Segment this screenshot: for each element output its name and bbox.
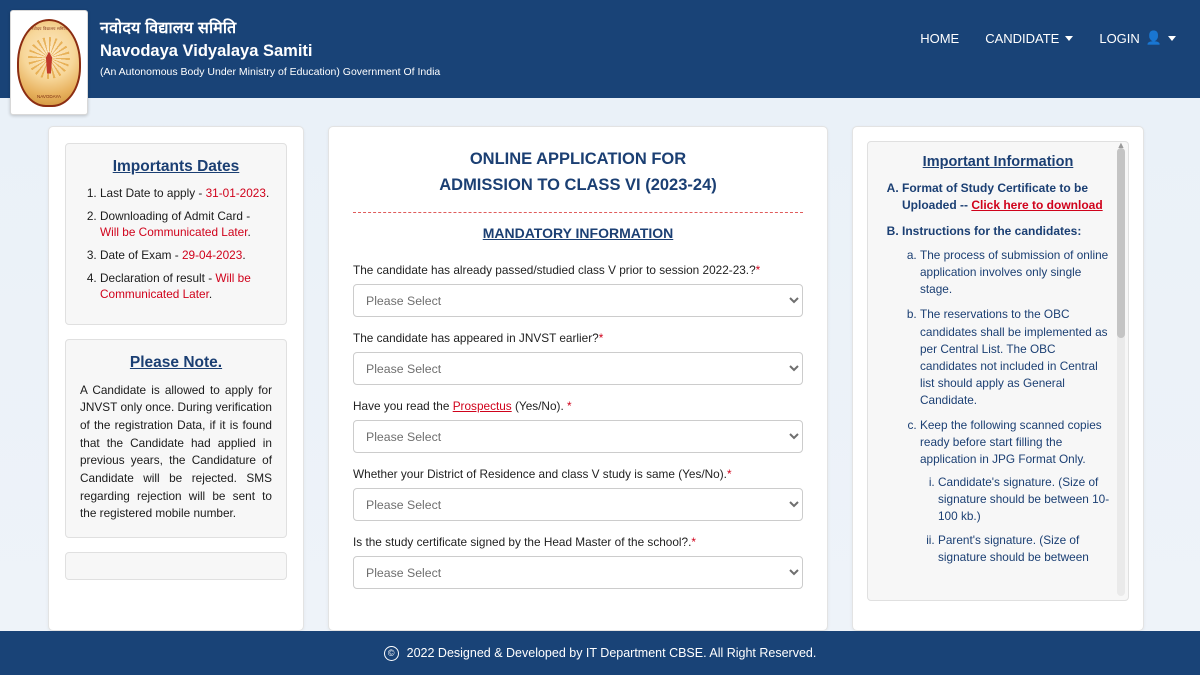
select-district-same[interactable] <box>353 488 803 521</box>
chevron-down-icon <box>1065 36 1073 41</box>
date-item-2 <box>100 209 272 241</box>
info-scrollbar-thumb[interactable] <box>1117 148 1125 338</box>
header-title-block <box>100 20 440 77</box>
label-text-district-same: Whether your District of Residence and class V study is same (Yes/No). <box>353 467 727 482</box>
please-note-panel <box>65 339 287 539</box>
important-information-title: Important Information <box>922 154 1074 170</box>
date-label-3: Date of Exam - <box>100 247 182 262</box>
user-icon: 👤 <box>1145 30 1162 45</box>
date-tail-3: . <box>242 247 246 262</box>
label-study-certificate-signed <box>353 535 803 549</box>
date-value-3: 29-04-2023 <box>181 247 243 262</box>
date-item-4 <box>100 271 272 303</box>
select-study-certificate-signed[interactable] <box>353 556 803 589</box>
info-item-a <box>902 180 1114 215</box>
nvs-emblem-icon <box>17 19 81 107</box>
nav-candidate-label: CANDIDATE <box>985 30 1060 46</box>
date-value-4: Will be Communicated Later <box>100 270 251 301</box>
nvs-logo <box>10 10 88 115</box>
site-footer <box>0 631 1200 675</box>
important-information-list <box>882 180 1114 566</box>
field-district-same <box>353 467 803 521</box>
emblem-bottom-text: NAVODAYA <box>36 93 61 99</box>
right-sidebar <box>852 126 1144 631</box>
important-dates-list <box>80 186 272 303</box>
chevron-down-icon-login <box>1168 36 1176 41</box>
mandatory-information-heading: MANDATORY INFORMATION <box>482 225 674 242</box>
form-title-line1: ONLINE APPLICATION FOR <box>469 150 687 168</box>
date-tail-2: . <box>247 224 251 239</box>
important-information-panel <box>867 141 1129 601</box>
site-header <box>0 0 1200 98</box>
field-passed-class-v <box>353 263 803 317</box>
required-star-3: * <box>567 399 572 414</box>
info-item-a-text: Format of Study Certificate to be Uploaded -- <box>902 181 1089 213</box>
copyright-icon: © <box>384 646 399 661</box>
required-star-1: * <box>755 263 761 278</box>
date-label-2: Downloading of Admit Card - <box>100 208 251 223</box>
label-read-prospectus <box>353 399 803 413</box>
main-nav <box>920 30 1176 46</box>
label-passed-class-v <box>353 263 803 277</box>
required-star-5: * <box>691 535 696 550</box>
please-note-title: Please Note. <box>129 353 223 371</box>
study-certificate-download-link[interactable]: Click here to download <box>971 198 1103 213</box>
footer-text: 2022 Designed & Developed by IT Department CBSE. All Right Reserved. <box>406 646 817 660</box>
page-body <box>0 98 1200 631</box>
date-tail-1: . <box>265 186 270 200</box>
date-item-3 <box>100 248 272 264</box>
nav-item-login[interactable] <box>1099 30 1176 46</box>
nav-home-label: HOME <box>920 30 960 46</box>
info-sub-list <box>902 247 1114 566</box>
title-divider <box>353 212 803 213</box>
info-item-b <box>902 223 1114 566</box>
site-title-hindi: नवोदय विद्यालय समिति <box>100 20 237 38</box>
label-text-appeared-jnvst: The candidate has appeared in JNVST earlier? <box>353 331 599 346</box>
date-label-1: Last Date to apply - <box>100 186 206 200</box>
date-tail-4: . <box>208 286 213 301</box>
label-text-study-certificate: Is the study certificate signed by the Head Master of the school?. <box>353 535 692 550</box>
date-value-2: Will be Communicated Later <box>100 224 248 239</box>
label-appeared-jnvst <box>353 331 803 345</box>
date-label-4: Declaration of result - <box>100 270 216 285</box>
nav-login-label: LOGIN <box>1099 30 1140 46</box>
form-title-line2: ADMISSION TO CLASS VI (2023-24) <box>439 175 717 194</box>
site-subtitle: (An Autonomous Body Under Ministry of Education) Government Of India <box>100 65 441 78</box>
please-note-text: A Candidate is allowed to apply for JNVST only once. During verification of the registration Data, if it is found that the Candidate had applied in previous years, the Candidature of Candidate will be rejected. SMS regarding rejection will be sent to the registered mobile number. <box>80 382 272 521</box>
info-sub-c-text: Keep the following scanned copies ready before start filling the application in JPG Format Only. <box>920 418 1102 467</box>
application-form-card <box>328 126 828 631</box>
label-text-prospectus-pre: Have you read the <box>353 399 453 414</box>
label-text-passed-class-v: The candidate has already passed/studied class V prior to session 2022-23.? <box>353 263 756 278</box>
info-sub-b: b. The reservations to the OBC candidates shall be implemented as per Central List. The OBC candidates not included in Central list should apply as General Candidate. <box>920 306 1114 409</box>
prospectus-link[interactable]: Prospectus <box>452 399 512 414</box>
important-dates-title: Importants Dates <box>112 158 240 175</box>
emblem-top-text: नवोदय विद्यालय समिति <box>30 25 68 31</box>
label-district-same <box>353 467 803 481</box>
info-sub-c-i: i. Candidate's signature. (Size of signature should be between 10-100 kb.) <box>938 474 1114 525</box>
field-study-certificate-signed <box>353 535 803 589</box>
select-passed-class-v[interactable] <box>353 284 803 317</box>
required-star-4: * <box>726 467 732 482</box>
info-sub-c-ii: ii. Parent's signature. (Size of signature should be between <box>938 532 1114 566</box>
select-read-prospectus[interactable] <box>353 420 803 453</box>
field-read-prospectus <box>353 399 803 453</box>
select-appeared-jnvst[interactable] <box>353 352 803 385</box>
info-sub-a: a. The process of submission of online application involves only single stage. <box>920 247 1114 298</box>
label-text-prospectus-post: (Yes/No). <box>511 399 564 414</box>
date-value-1: 31-01-2023 <box>205 186 266 200</box>
third-panel-partial <box>65 552 287 580</box>
nav-item-home[interactable] <box>920 31 959 46</box>
left-sidebar <box>48 126 304 631</box>
date-item-1 <box>100 186 272 202</box>
scroll-up-icon[interactable]: ▲ <box>1116 141 1126 150</box>
info-sub-c <box>920 417 1114 566</box>
important-dates-panel <box>65 143 287 325</box>
field-appeared-jnvst <box>353 331 803 385</box>
required-star-2: * <box>598 331 604 346</box>
info-sub-c-list <box>920 474 1114 565</box>
site-title-english: Navodaya Vidyalaya Samiti <box>100 41 313 60</box>
nav-item-candidate[interactable] <box>985 31 1073 46</box>
form-title <box>353 147 803 198</box>
info-item-b-text: Instructions for the candidates: <box>902 223 1082 238</box>
